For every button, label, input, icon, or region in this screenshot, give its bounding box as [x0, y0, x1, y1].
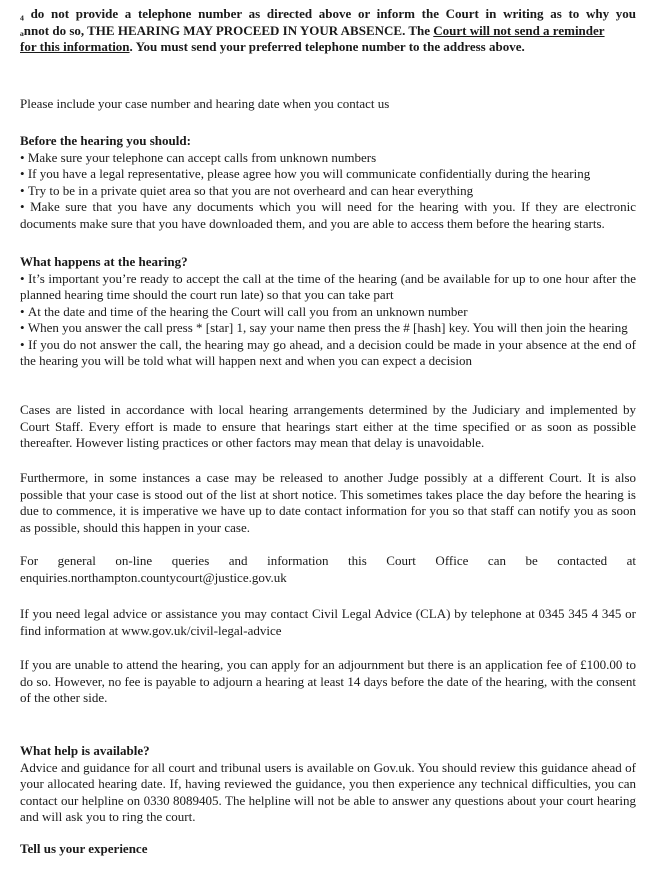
at-hearing-heading: What happens at the hearing?: [20, 254, 188, 269]
contact-note: Please include your case number and hearing date when you contact us: [20, 96, 390, 111]
queries-line: For general on-line queries and information this Court Office can be contacted at: [20, 553, 636, 568]
experience-heading: Tell us your experience: [20, 841, 148, 856]
list-item: • It’s important you’re ready to accept the call at the time of the hearing (and be available for up to one hour after the planned hearing time should the court run late) so that you can take part: [20, 271, 636, 304]
before-hearing-list: [20, 150, 636, 233]
help-section: [20, 743, 636, 826]
top-notice-line-2: ₐnnot do so, THE HEARING MAY PROCEED IN YOUR ABSENCE. The Court will not send a reminder: [20, 22, 605, 38]
list-item: • At the date and time of the hearing the Court will call you from an unknown number: [20, 304, 636, 321]
before-hearing-section: [20, 133, 636, 232]
queries-paragraph: [20, 553, 636, 586]
help-heading: What help is available?: [20, 743, 150, 758]
list-item: • If you have a legal representative, please agree how you will communicate confidentially during the hearing: [20, 166, 636, 183]
release-paragraph: Furthermore, in some instances a case may be released to another Judge possibly at a different Court. It is also possible that your case is stood out of the list at short notice. This sometimes takes place the day before the hearing is due to commence, it is imperative we have up to date contact information for you so that staff can notify you as soon as possible, should this happen in your case.: [20, 470, 636, 535]
list-item: • If you do not answer the call, the hearing may go ahead, and a decision could be made in your absence at the end of the hearing you will be told what will happen next and when you can expect a decision: [20, 337, 636, 370]
legal-advice-paragraph: If you need legal advice or assistance you may contact Civil Legal Advice (CLA) by telephone at 0345 345 4 345 or find information at www.gov.uk/civil-legal-advice: [20, 606, 636, 638]
at-hearing-section: [20, 254, 636, 370]
adjournment-paragraph: If you are unable to attend the hearing, you can apply for an adjournment but there is an application fee of £100.00 to do so. However, no fee is payable to adjourn a hearing at least 14 days before the date of the hearing, with the consent of the other side.: [20, 657, 636, 705]
list-item: • Make sure that you have any documents which you will need for the hearing with you. If they are electronic documents make sure that you have downloaded them, and you are able to access them before the hearing starts.: [20, 199, 636, 232]
list-item: • Try to be in a private quiet area so that you are not overheard and can hear everything: [20, 183, 636, 200]
at-hearing-list: [20, 271, 636, 370]
before-hearing-heading: Before the hearing you should:: [20, 133, 191, 148]
top-notice-line-3: for this information. You must send your preferred telephone number to the address above.: [20, 39, 525, 54]
listing-paragraph: Cases are listed in accordance with local hearing arrangements determined by the Judiciary and implemented by Court Staff. Every effort is made to ensure that hearings start either at the time specified or as soon as possible thereafter. However listing practices or other factors may mean that delay is unavoidable.: [20, 402, 636, 450]
help-text: Advice and guidance for all court and tribunal users is available on Gov.uk. You should review this guidance ahead of your allocated hearing date. If, having reviewed the guidance, you then experience any technical difficulties, you can contact our helpline on 0330 8089405. The helpline will not be able to answer any questions about your court hearing and will ask you to ring the court.: [20, 759, 636, 824]
queries-email: enquiries.northampton.countycourt@justice.gov.uk: [20, 569, 287, 585]
top-notice-line-1: ₄ do not provide a telephone number as directed above or inform the Court in writing as to why you: [20, 6, 636, 21]
list-item: • Make sure your telephone can accept calls from unknown numbers: [20, 150, 636, 167]
list-item: • When you answer the call press * [star] 1, say your name then press the # [hash] key. You will then join the hearing: [20, 320, 636, 337]
top-notice: [20, 6, 636, 56]
